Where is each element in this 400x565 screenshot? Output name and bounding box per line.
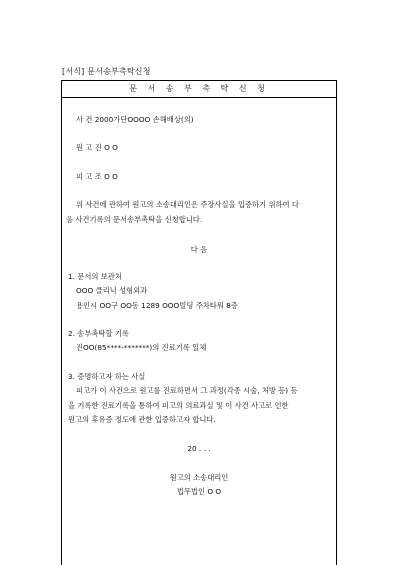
item-2-title: 2. 송부촉탁할 기록 bbox=[68, 329, 129, 338]
document-title: 문 서 송 부 촉 탁 신 청 bbox=[62, 81, 336, 98]
document-frame bbox=[61, 80, 337, 565]
defendant-line: 피 고 조 O O bbox=[76, 172, 118, 181]
section-heading: 다 음 bbox=[190, 245, 208, 254]
item-3-title: 3. 증명하고자 하는 사실 bbox=[68, 372, 146, 381]
item-1-line-1: OOO 클리닉 성형외과 bbox=[76, 286, 148, 295]
case-line: 사 건 2000가단OOOO 손해배상(의) bbox=[76, 115, 194, 124]
item-1-line-2: 용인시 OO구 OO동 1289 OOO빌딩 주차타워 8층 bbox=[76, 301, 238, 310]
signer-title: 원고의 소송대리인 bbox=[169, 473, 229, 482]
plaintiff-line: 원 고 진 O O bbox=[76, 143, 118, 152]
form-label: [서식] 문서송부촉탁신청 bbox=[62, 67, 151, 76]
item-1-title: 1. 문서의 보관처 bbox=[68, 272, 122, 281]
item-3-line-1: 피고가 이 사건으로 원고를 진료하면서 그 과정(각종 시술, 처방 등) 등 bbox=[76, 386, 298, 395]
body-text-line-2: 음 사건기록의 문서송부촉탁을 신청합니다. bbox=[66, 215, 203, 224]
body-text-line-1: 위 사건에 관하여 원고의 소송대리인은 주장사실을 입증하기 위하여 다 bbox=[76, 200, 299, 209]
date-line: 20 . . . bbox=[187, 444, 211, 453]
item-2-line-1: 진OO(85****-*******)의 진료기록 일체 bbox=[76, 343, 207, 352]
item-3-line-2: 을 기록한 진료기록을 통하여 피고의 의료과실 및 이 사건 사고로 인한 bbox=[68, 401, 289, 410]
signer-name: 법무법인 O O bbox=[176, 487, 222, 496]
item-3-line-3: 원고의 후유증 정도에 관한 입증하고자 합니다. bbox=[68, 415, 216, 424]
